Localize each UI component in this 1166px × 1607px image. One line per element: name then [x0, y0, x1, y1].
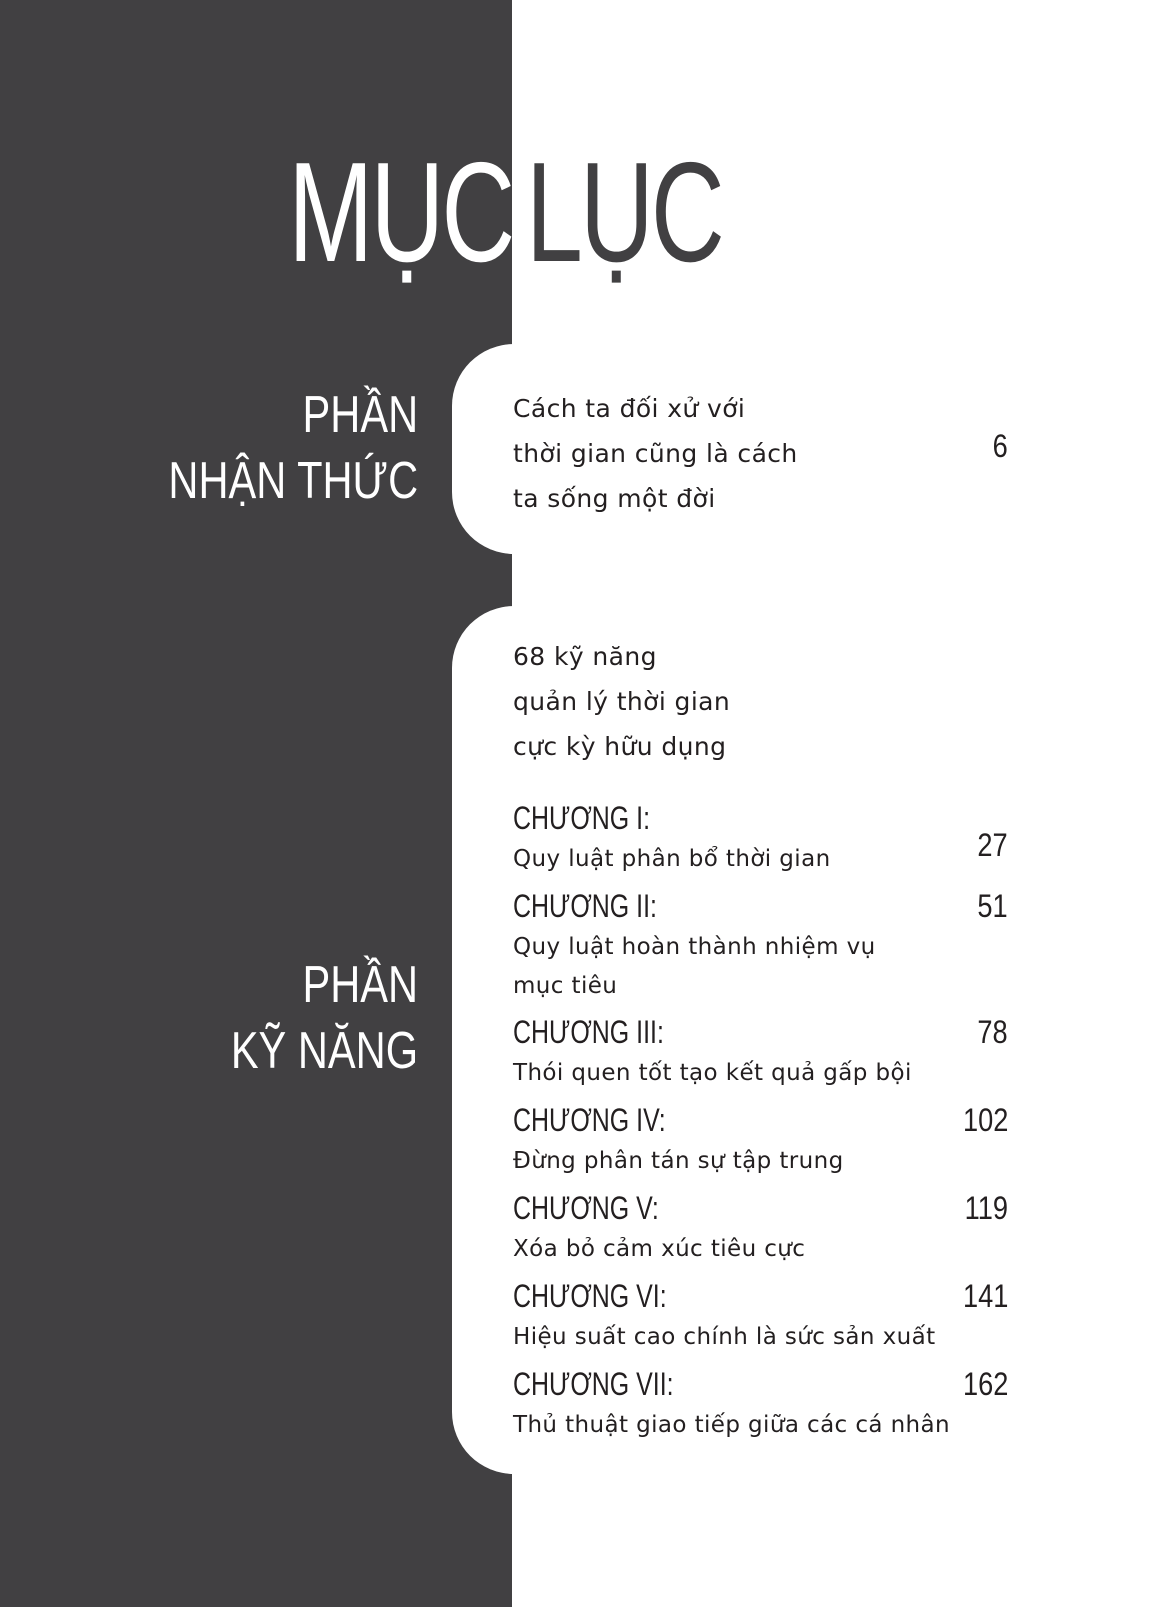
chapter-5-label[interactable]: CHƯƠNG V: [513, 1190, 659, 1226]
title-left-word: MỤC [287, 133, 512, 292]
chapter-3-title[interactable] [513, 1054, 912, 1093]
chapter-title-line: Quy luật hoàn thành nhiệm vụ [513, 934, 876, 960]
part-label-line: PHẦN [302, 386, 418, 444]
chapter-2-title[interactable] [513, 928, 876, 1006]
part-label-nhan-thuc [106, 382, 418, 514]
chapter-2-label[interactable]: CHƯƠNG II: [513, 888, 657, 924]
intro-line: ta sống một đời [513, 484, 716, 513]
part-label-line: NHẬN THỨC [168, 452, 418, 510]
chapter-1-page-number[interactable]: 27 [977, 827, 1008, 863]
chapter-title-line: mục tiêu [513, 973, 618, 999]
chapter-6-page-number[interactable]: 141 [962, 1278, 1008, 1314]
intro-line: quản lý thời gian [513, 687, 731, 716]
part-1-page-number[interactable]: 6 [992, 428, 1008, 464]
intro-line: cực kỳ hữu dụng [513, 732, 727, 761]
intro-line: 68 kỹ năng [513, 642, 657, 671]
chapter-1-title[interactable] [513, 840, 831, 879]
chapter-7-label[interactable]: CHƯƠNG VII: [513, 1366, 674, 1402]
chapter-title-line: Thói quen tốt tạo kết quả gấp bội [513, 1060, 912, 1086]
part-1-intro[interactable] [513, 386, 798, 521]
chapter-6-label[interactable]: CHƯƠNG VI: [513, 1278, 667, 1314]
chapter-3-label[interactable]: CHƯƠNG III: [513, 1014, 664, 1050]
part-2-intro [513, 634, 730, 769]
chapter-title-line: Đừng phân tán sự tập trung [513, 1148, 844, 1174]
page-title [0, 133, 1166, 292]
chapter-5-title[interactable] [513, 1230, 805, 1269]
chapter-title-line: Hiệu suất cao chính là sức sản xuất [513, 1324, 936, 1350]
chapter-7-title[interactable] [513, 1406, 950, 1445]
chapter-5-page-number[interactable]: 119 [964, 1190, 1008, 1226]
chapter-title-line: Xóa bỏ cảm xúc tiêu cực [513, 1236, 806, 1262]
chapter-2-page-number[interactable]: 51 [977, 888, 1008, 924]
chapter-3-page-number[interactable]: 78 [977, 1014, 1008, 1050]
title-right-word: LỤC [526, 133, 722, 292]
part-label-line: KỸ NĂNG [230, 1022, 418, 1080]
part-label-line: PHẦN [302, 956, 418, 1014]
part-label-ky-nang [184, 952, 418, 1084]
chapter-title-line: Quy luật phân bổ thời gian [513, 846, 831, 872]
chapter-1-label[interactable]: CHƯƠNG I: [513, 800, 651, 836]
chapter-4-page-number[interactable]: 102 [962, 1102, 1008, 1138]
intro-line: thời gian cũng là cách [513, 439, 798, 468]
chapter-7-page-number[interactable]: 162 [962, 1366, 1008, 1402]
chapter-6-title[interactable] [513, 1318, 936, 1357]
chapter-4-title[interactable] [513, 1142, 844, 1181]
chapter-title-line: Thủ thuật giao tiếp giữa các cá nhân [513, 1412, 950, 1438]
chapter-4-label[interactable]: CHƯƠNG IV: [513, 1102, 666, 1138]
intro-line: Cách ta đối xử với [513, 394, 746, 423]
